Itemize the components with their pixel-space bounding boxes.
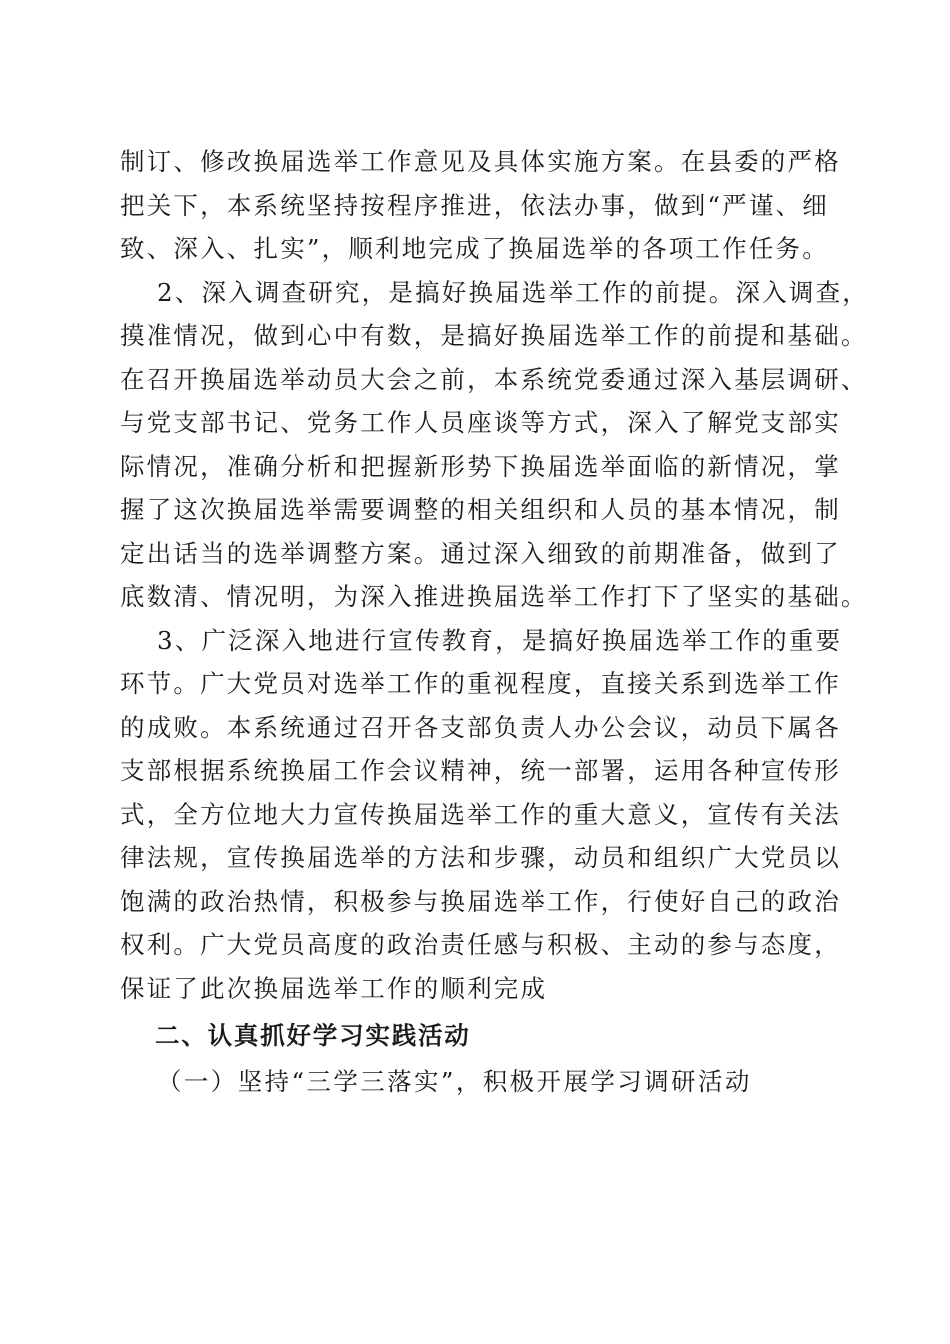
text-line: 际情况，准确分析和把握新形势下换届选举面临的新情况，掌 [120, 451, 841, 481]
text-line: 定出话当的选举调整方案。通过深入细致的前期准备，做到了 [120, 538, 841, 568]
text-line: 制订、修改换届选举工作意见及具体实施方案。在县委的严格 [120, 147, 841, 176]
text-line: 握了这次换届选举需要调整的相关组织和人员的基本情况，制 [120, 495, 841, 524]
text-line: 的成败。本系统通过召开各支部负责人办公会议，动员下属各 [120, 712, 841, 742]
document-page [120, 140, 869, 1103]
text-line: 权利。广大党员高度的政治责任感与积极、主动的参与态度， [120, 930, 841, 959]
text-line: 在召开换届选举动员大会之前，本系统党委通过深入基层调研、 [120, 364, 868, 394]
subsection-heading: （一）坚持“三学三落实”，积极开展学习调研活动 [157, 1066, 752, 1096]
section-heading: 二、认真抓好学习实践活动 [155, 1021, 471, 1050]
text-line: 环节。广大党员对选举工作的重视程度，直接关系到选举工作 [120, 669, 841, 698]
text-line: 与党支部书记、党务工作人员座谈等方式，深入了解党支部实 [120, 408, 841, 437]
paragraph-2-first-line: 2、深入调查研究，是搞好换届选举工作的前提。深入调查， [157, 277, 869, 307]
text-line: 底数清、情况明，为深入推进换届选举工作打下了坚实的基础。 [120, 582, 868, 611]
text-line: 支部根据系统换届工作会议精神，统一部署，运用各种宣传形 [120, 756, 841, 785]
text-line: 致、深入、扎实”，顺利地完成了换届选举的各项工作任务。 [120, 234, 829, 263]
text-line: 摸准情况，做到心中有数，是搞好换届选举工作的前提和基础。 [120, 321, 868, 350]
text-line: 饱满的政治热情，积极参与换届选举工作，行使好自己的政治 [120, 886, 841, 916]
text-line: 把关下，本系统坚持按程序推进，依法办事，做到“严谨、细 [120, 190, 829, 220]
text-line: 保证了此次换届选举工作的顺利完成 [120, 973, 548, 1003]
text-line: 式，全方位地大力宣传换届选举工作的重大意义，宣传有关法 [120, 799, 841, 829]
paragraph-3-first-line: 3、广泛深入地进行宣传教育，是搞好换届选举工作的重要 [157, 625, 843, 655]
text-line: 律法规，宣传换届选举的方法和步骤，动员和组织广大党员以 [120, 843, 841, 872]
